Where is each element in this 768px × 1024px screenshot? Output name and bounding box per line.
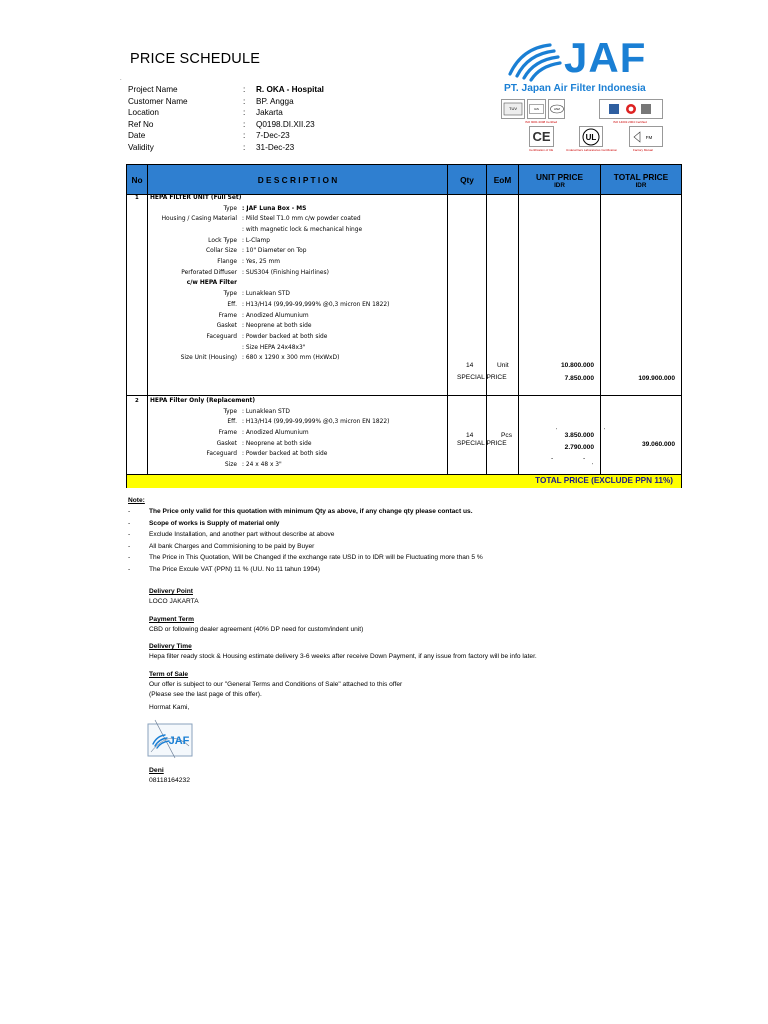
logo-wordmark: JAF bbox=[564, 34, 647, 81]
note-text: The Price only valid for this quotation with minimum Qty as above, if any change qty please contact us. bbox=[149, 508, 473, 515]
notes-title: Note: bbox=[128, 497, 145, 504]
info-label: Ref No bbox=[128, 119, 154, 129]
column-divider bbox=[518, 165, 519, 474]
info-colon: : bbox=[243, 96, 246, 106]
svg-text:ANZ: ANZ bbox=[553, 107, 560, 111]
price-table bbox=[126, 164, 682, 488]
spec-label: Gasket bbox=[216, 440, 237, 447]
info-value: Jakarta bbox=[256, 108, 283, 118]
info-label: Project Name bbox=[128, 85, 178, 94]
blank-price-dash: - bbox=[551, 455, 554, 462]
info-row-customer bbox=[128, 96, 324, 108]
header-description-label: D E S C R I P T I O N bbox=[257, 175, 338, 185]
header-qty-label: Qty bbox=[460, 175, 474, 185]
stray-mark: . bbox=[120, 76, 122, 82]
note-text: Scope of works is Supply of material only bbox=[149, 519, 280, 527]
total-row bbox=[127, 474, 681, 488]
info-row-date bbox=[128, 130, 324, 142]
payment-term-section bbox=[149, 615, 363, 635]
spec-value: : Neoprene at both side bbox=[242, 440, 312, 447]
spec-value: : L-Clamp bbox=[242, 237, 270, 244]
header-description bbox=[148, 165, 447, 195]
info-value: Q0198.DI.XII.23 bbox=[256, 119, 315, 129]
spec-value: : H13/H14 (99,99-99,999% @0,3 micron EN 1822) bbox=[242, 419, 390, 426]
info-colon: : bbox=[243, 85, 246, 94]
special-price-label: SPECIAL PRICE bbox=[457, 440, 507, 447]
spec-value: : 680 x 1290 x 300 mm (HxWxD) bbox=[242, 355, 340, 362]
note-item bbox=[128, 552, 483, 564]
special-price-value: 7.850.000 bbox=[564, 375, 594, 382]
svg-text:JAF: JAF bbox=[168, 735, 190, 747]
spec-label: Eff. bbox=[227, 419, 237, 426]
special-price-value: 2.790.000 bbox=[564, 444, 594, 451]
note-text: Exclude Installation, and another part without describe at above bbox=[149, 531, 335, 539]
spec-value: : 24 x 48 x 3" bbox=[242, 462, 282, 468]
unit-price-value: 10.800.000 bbox=[560, 362, 594, 369]
spec-value: : with magnetic lock & mechanical hinge bbox=[242, 226, 363, 233]
header-unit-price-currency: IDR bbox=[554, 181, 565, 189]
payment-term-title: Payment Term bbox=[149, 616, 194, 623]
tick-mark: ' bbox=[556, 428, 557, 434]
item-qty: 14 bbox=[466, 432, 474, 439]
info-colon: : bbox=[243, 131, 246, 141]
ul-caption: Underwriters Laboratories Certification bbox=[566, 148, 618, 152]
column-divider bbox=[147, 165, 148, 474]
info-colon: : bbox=[243, 142, 246, 152]
item-eom: Pcs bbox=[501, 432, 512, 439]
info-label: Location bbox=[128, 108, 159, 118]
spec-label: Frame bbox=[218, 429, 237, 436]
spec-value: : Lunaklean STD bbox=[242, 408, 290, 415]
item-qty: 14 bbox=[466, 362, 474, 369]
header-unit-price-label: UNIT PRICE bbox=[535, 171, 584, 182]
item-number: 2 bbox=[135, 398, 139, 404]
delivery-point-body: LOCO JAKARTA bbox=[149, 598, 199, 605]
spec-label: Collar Size bbox=[206, 248, 237, 255]
spec-value: : Lunaklean STD bbox=[242, 291, 290, 298]
project-info bbox=[128, 84, 324, 154]
company-name: PT. Japan Air Filter Indonesia bbox=[504, 83, 646, 94]
ce-caption: Certification of CE bbox=[529, 148, 554, 152]
ce-mark-icon: CE bbox=[529, 126, 554, 147]
spec-label: Size Unit (Housing) bbox=[180, 355, 237, 362]
spec-label: Faceguard bbox=[206, 333, 237, 340]
iso-14001-caption: ISO 14001:2004 Certified bbox=[613, 120, 647, 124]
jas-anz-badge bbox=[548, 99, 565, 119]
delivery-time-section bbox=[149, 642, 537, 662]
company-logo bbox=[504, 34, 664, 98]
header-total-price bbox=[601, 165, 681, 195]
company-stamp bbox=[145, 718, 195, 762]
jaf-swoosh-icon bbox=[504, 40, 562, 82]
header-no bbox=[127, 165, 147, 195]
total-price-value: 39.060.000 bbox=[641, 441, 675, 448]
note-item bbox=[128, 541, 483, 553]
info-label: Date bbox=[128, 131, 146, 141]
spec-value: : Neoprene at both side bbox=[242, 323, 312, 330]
header-total-price-currency: IDR bbox=[635, 181, 647, 189]
fm-approvals-icon bbox=[629, 126, 663, 147]
column-divider bbox=[447, 165, 448, 474]
note-item bbox=[128, 506, 483, 518]
blank-price-dash: - bbox=[583, 455, 586, 462]
info-row-ref bbox=[128, 119, 324, 131]
delivery-time-body: Hepa filter ready stock & Housing estimate delivery 3-6 weeks after receive Down Payment, if any issue from factory will be info later. bbox=[149, 653, 537, 660]
item-heading: HEPA Filter Only (Replacement) bbox=[150, 398, 256, 404]
item-number: 1 bbox=[135, 195, 139, 201]
total-price-value: 109.900.000 bbox=[638, 375, 675, 382]
ul-mark-icon bbox=[579, 126, 603, 147]
column-divider bbox=[486, 165, 487, 474]
fm-caption: Factory Mutual bbox=[633, 148, 653, 152]
spec-value: : Anodized Alumunium bbox=[242, 429, 309, 436]
certification-badges bbox=[501, 99, 666, 159]
spec-label: Type bbox=[223, 205, 237, 212]
spec-label: Housing / Casing Material bbox=[161, 216, 237, 223]
spec-value: : Mild Steel T1.0 mm c/w powder coated bbox=[242, 216, 361, 223]
spec-value: : Size HEPA 24x48x3" bbox=[242, 344, 306, 351]
spec-value: : Anodized Alumunium bbox=[242, 312, 309, 319]
spec-value: : H13/H14 (99,99-99,999% @0,3 micron EN 1822) bbox=[242, 301, 390, 308]
unit-price-value: 3.850.000 bbox=[564, 432, 594, 439]
spec-value: : Yes, 25 mm bbox=[242, 259, 280, 265]
spec-label: Frame bbox=[218, 312, 237, 319]
header-unit-price bbox=[519, 165, 600, 195]
header-eom bbox=[487, 165, 518, 195]
info-value: BP. Angga bbox=[256, 96, 294, 106]
info-value: R. OKA - Hospital bbox=[256, 85, 324, 94]
term-of-sale-section bbox=[149, 670, 402, 699]
closing-section bbox=[149, 703, 189, 713]
spec-label: Size bbox=[224, 462, 237, 468]
note-text: The Price Excule VAT (PPN) 11 % (UU. No 11 tahun 1994) bbox=[149, 565, 320, 573]
svg-text:TUV: TUV bbox=[509, 106, 517, 111]
info-row-validity bbox=[128, 142, 324, 154]
tick-mark: ' bbox=[604, 428, 605, 434]
tick-mark: ' bbox=[592, 463, 593, 469]
spec-value: : Powder backed at both side bbox=[242, 333, 328, 340]
spec-label: Faceguard bbox=[206, 451, 237, 458]
info-value: 31-Dec-23 bbox=[256, 142, 295, 152]
delivery-point-title: Delivery Point bbox=[149, 588, 193, 595]
spec-label: Type bbox=[223, 408, 237, 415]
info-label: Validity bbox=[128, 142, 154, 152]
header-total-price-label: TOTAL PRICE bbox=[613, 171, 669, 182]
note-bullet: - bbox=[128, 565, 131, 573]
payment-term-body: CBD or following dealer agreement (40% DP need for custom/indent unit) bbox=[149, 626, 364, 633]
spec-label: Perforated Diffuser bbox=[181, 269, 237, 276]
info-value: 7-Dec-23 bbox=[256, 131, 290, 141]
term-of-sale-body: Our offer is subject to our "General Terms and Conditions of Sale" attached to this offer bbox=[149, 681, 403, 688]
note-text: The Price in This Quotation, Will be Changed if the exchange rate USD in to IDR will be Fluctuating more than 5 % bbox=[149, 554, 483, 562]
spec-label: Type bbox=[223, 291, 237, 298]
note-bullet: - bbox=[128, 531, 131, 539]
spec-value: : JAF Luna Box - MS bbox=[242, 205, 307, 212]
closing-text: Hormat Kami, bbox=[149, 704, 190, 711]
note-bullet: - bbox=[128, 554, 131, 562]
iso-9001-badge-2 bbox=[527, 99, 546, 119]
signer-name: Deni bbox=[149, 767, 164, 774]
svg-text:FM: FM bbox=[645, 134, 653, 140]
term-of-sale-title: Term of Sale bbox=[149, 671, 189, 678]
term-of-sale-body-2: (Please see the last page of this offer). bbox=[149, 690, 262, 698]
iso-9001-caption: ISO 9001:2008 Certified bbox=[525, 120, 558, 124]
notes-section bbox=[128, 497, 483, 576]
signer-block bbox=[149, 766, 190, 786]
note-item bbox=[128, 518, 483, 530]
page-title: PRICE SCHEDULE bbox=[130, 51, 261, 67]
spec-label: Gasket bbox=[216, 323, 237, 330]
spec-label: Flange bbox=[217, 259, 237, 265]
note-item bbox=[128, 529, 483, 541]
spec-value: : 10" Diameter on Top bbox=[242, 248, 307, 255]
header-eom-label: EoM bbox=[493, 175, 512, 185]
item-heading: HEPA FILTER UNIT (Full Set) bbox=[150, 195, 242, 201]
spec-label: Lock Type bbox=[208, 237, 237, 244]
svg-text:IAS: IAS bbox=[534, 107, 539, 111]
notes-list bbox=[128, 506, 483, 576]
iso-9001-badge bbox=[501, 99, 525, 119]
svg-text:UL: UL bbox=[585, 132, 597, 142]
info-colon: : bbox=[243, 119, 246, 129]
info-row-project bbox=[128, 84, 324, 96]
delivery-time-title: Delivery Time bbox=[149, 643, 192, 650]
note-text: All bank Charges and Commisioning to be paid by Buyer bbox=[149, 542, 315, 550]
note-bullet: - bbox=[128, 508, 131, 515]
signer-phone: 08118164232 bbox=[149, 777, 191, 784]
item-eom: Unit bbox=[497, 362, 509, 369]
note-item bbox=[128, 564, 483, 576]
spec-value: : Powder backed at both side bbox=[242, 451, 328, 458]
iso-14001-badge bbox=[599, 99, 663, 119]
header-no-label: No bbox=[131, 175, 143, 185]
header-qty bbox=[448, 165, 486, 195]
spec-value: : SUS304 (Finishing Hairlines) bbox=[242, 269, 329, 276]
special-price-label: SPECIAL PRICE bbox=[457, 374, 507, 381]
info-label: Customer Name bbox=[128, 96, 188, 106]
total-label: TOTAL PRICE (EXCLUDE PPN 11%) bbox=[535, 476, 673, 485]
spec-label: c/w HEPA Filter bbox=[186, 280, 237, 287]
spec-label: Eff. bbox=[227, 301, 237, 308]
delivery-point-section bbox=[149, 587, 199, 607]
note-bullet: - bbox=[128, 519, 131, 527]
note-bullet: - bbox=[128, 542, 131, 550]
info-colon: : bbox=[243, 108, 246, 118]
column-divider bbox=[600, 165, 601, 474]
info-row-location bbox=[128, 107, 324, 119]
